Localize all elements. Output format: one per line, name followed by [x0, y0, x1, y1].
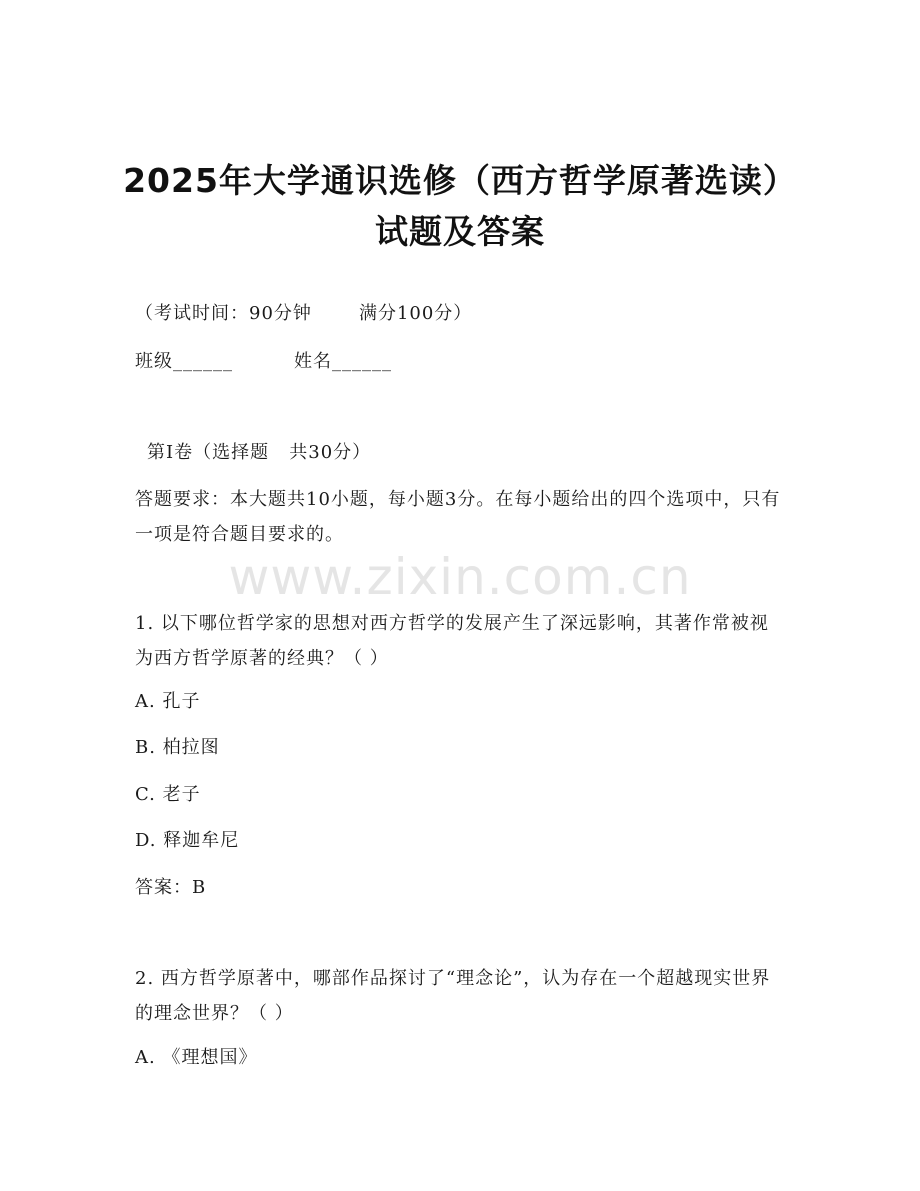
section-header: 第Ⅰ卷（选择题 共30分） [147, 442, 372, 463]
question-1-stem: 1. 以下哪位哲学家的思想对西方哲学的发展产生了深远影响，其著作常被视为西方哲学原著的经典？（ ） [135, 613, 769, 669]
question-2-stem: 2. 西方哲学原著中，哪部作品探讨了“理念论”，认为存在一个超越现实世界的理念世界？（ ） [135, 968, 771, 1024]
question-1-option-c: C. 老子 [135, 784, 201, 805]
document-title-line2: 试题及答案 [375, 212, 545, 251]
question-2-option-a: A. 《理想国》 [135, 1047, 258, 1068]
watermark: www.zixin.com.cn [228, 548, 692, 606]
question-1-option-d: D. 释迦牟尼 [135, 830, 240, 851]
instructions: 答题要求：本大题共10小题，每小题3分。在每小题给出的四个选项中，只有一项是符合题目要求的。 [135, 489, 781, 545]
question-1-option-b: B. 柏拉图 [135, 737, 220, 758]
document-title-line1: 2025年大学通识选修（西方哲学原著选读） [123, 161, 797, 200]
question-1-answer: 答案：B [135, 877, 207, 898]
name-field: 姓名______ [294, 351, 392, 372]
class-field: 班级______ [135, 351, 233, 372]
question-1-option-a: A. 孔子 [135, 691, 201, 712]
exam-info: （考试时间：90分钟 满分100分） [135, 303, 473, 324]
